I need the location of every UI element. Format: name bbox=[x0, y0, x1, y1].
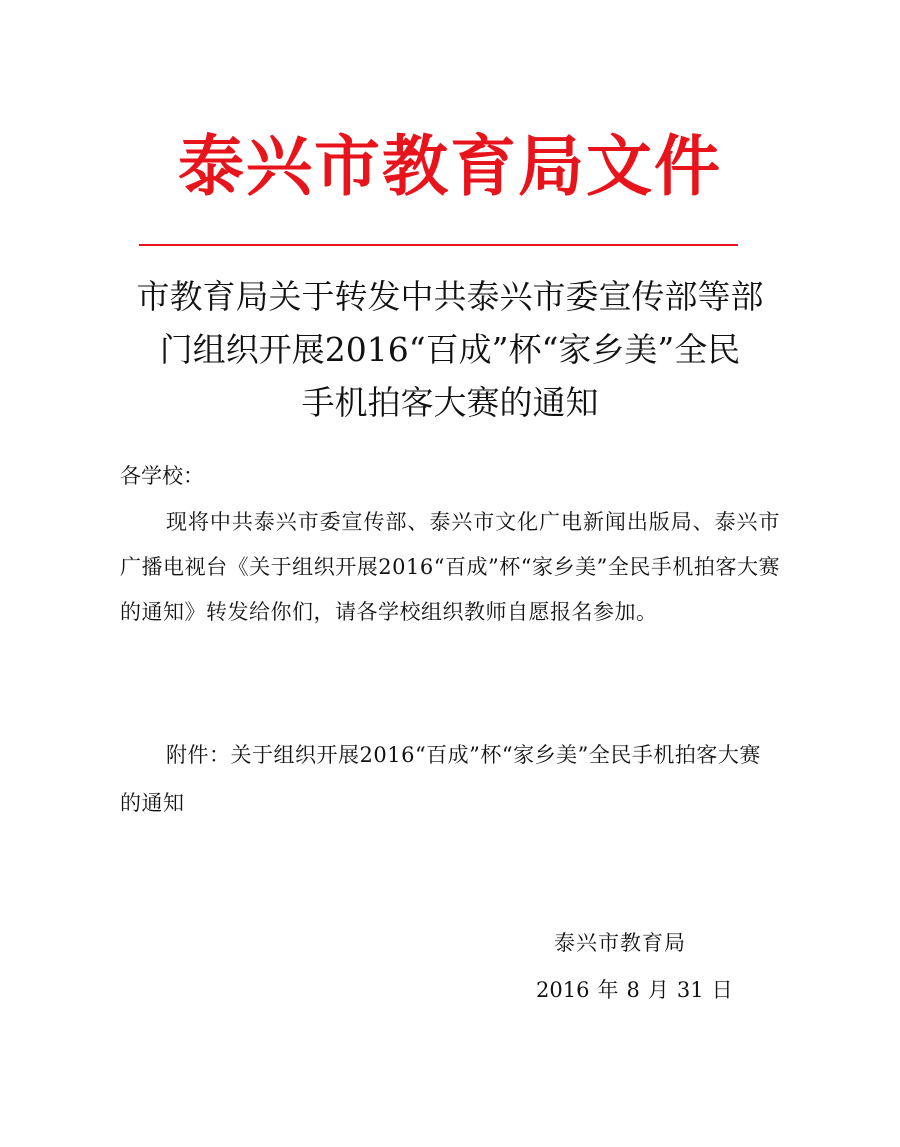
date-year: 2016 bbox=[536, 978, 590, 1002]
date-year-char: 年 bbox=[597, 978, 619, 1002]
issuer-name: 泰兴市教育局 bbox=[554, 931, 686, 955]
date-month-char: 月 bbox=[647, 978, 669, 1002]
red-divider bbox=[139, 244, 738, 246]
notice-title-line: 手机拍客大赛的通知 bbox=[301, 383, 599, 422]
date-month: 8 bbox=[626, 978, 640, 1002]
notice-title-line: 门组织开展2016“百成”杯“家乡美”全民 bbox=[159, 330, 741, 369]
document-masthead: 泰兴市教育局文件 bbox=[178, 127, 722, 205]
attachment-note: 附件：关于组织开展2016“百成”杯“家乡美”全民手机拍客大赛的通知 bbox=[120, 743, 761, 815]
salutation: 各学校： bbox=[120, 464, 204, 488]
notice-title bbox=[100, 270, 800, 429]
body-paragraph: 现将中共泰兴市委宣传部、泰兴市文化广电新闻出版局、泰兴市广播电视台《关于组织开展2016“百成”杯“家乡美”全民手机拍客大赛的通知》转发给你们，请各学校组织教师自愿报名参加。 bbox=[120, 510, 780, 624]
issue-date bbox=[536, 966, 733, 1014]
date-day-char: 日 bbox=[711, 978, 733, 1002]
date-day: 31 bbox=[676, 978, 704, 1002]
notice-title-line: 市教育局关于转发中共泰兴市委宣传部等部 bbox=[136, 277, 764, 316]
